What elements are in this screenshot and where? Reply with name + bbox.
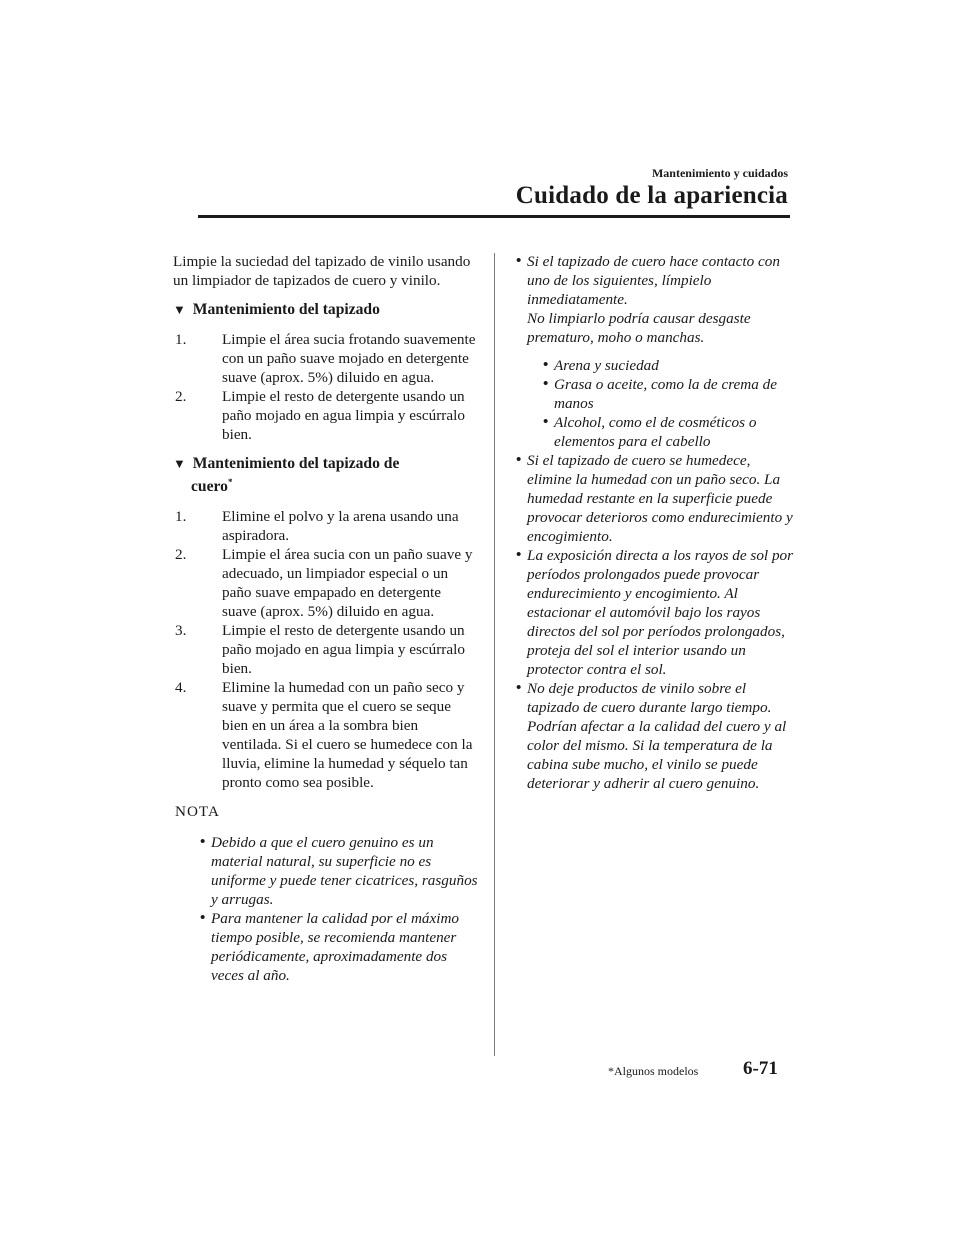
footnote-marker: * (227, 477, 233, 487)
note-item (196, 909, 478, 985)
footnote-text: *Algunos modelos (608, 1064, 699, 1078)
note-item (512, 252, 794, 451)
note-text: Para mantener la calidad por el máximo tiempo posible, se recomienda mantener periódicamente, aproximadamente dos veces al año. (211, 910, 460, 985)
note-item (512, 679, 794, 793)
note-text: No limpiarlo podría causar desgaste prematuro, moho o manchas. (527, 310, 751, 346)
note-text: La exposición directa a los rayos de sol por períodos prolongados puede provocar endurecimiento y encogimiento. Al estacionar el automóvil bajo los rayos directos del sol por períodos prolongados, proteja del sol el interior usando un protector contra el sol. (527, 547, 794, 678)
bullet-icon: • (543, 356, 549, 373)
leather-steps (173, 507, 478, 792)
step-item (173, 678, 478, 792)
right-column (512, 252, 794, 793)
bullet-icon: • (200, 833, 206, 851)
step-item (173, 330, 478, 387)
step-item (173, 507, 478, 545)
step-text: Limpie el área sucia con un paño suave y adecuado, un limpiador especial o un paño suave empapado en detergente suave (aprox. 5%) diluido en agua. (222, 546, 473, 621)
bullet-icon: • (200, 909, 206, 927)
bullet-icon: • (543, 413, 549, 430)
sub-item (539, 413, 794, 451)
sub-list (527, 356, 794, 451)
column-divider (494, 253, 495, 1056)
step-number: 3. (175, 622, 187, 640)
step-text: Limpie el resto de detergente usando un paño mojado en agua limpia y escúrralo bien. (222, 388, 465, 443)
step-number: 1. (175, 331, 187, 348)
note-item (196, 833, 478, 909)
section-heading-upholstery (173, 300, 478, 319)
step-number: 1. (175, 508, 187, 526)
note-item (512, 451, 794, 546)
sub-item-text: Grasa o aceite, como la de crema de manos (554, 376, 777, 412)
heading-text: Mantenimiento del tapizado (192, 301, 380, 318)
page-number: 6-71 (743, 1058, 778, 1079)
note-text: Debido a que el cuero genuino es un material natural, su superficie no es uniforme y puede tener cicatrices, rasguños y arrugas. (211, 834, 478, 909)
sub-item-text: Alcohol, como el de cosméticos o elementos para el cabello (554, 414, 757, 450)
step-text: Limpie el resto de detergente usando un paño mojado en agua limpia y escúrralo bien. (222, 622, 465, 678)
triangle-marker-icon: ▼ (173, 456, 186, 471)
sub-item-text: Arena y suciedad (554, 357, 659, 374)
note-item (512, 546, 794, 679)
note-text: Si el tapizado de cuero se humedece, elimine la humedad con un paño seco. La humedad restante en la superficie puede provocar deterioros como endurecimiento y encogimiento. (527, 452, 793, 545)
section-heading-leather (173, 454, 478, 496)
bullet-icon: • (516, 546, 522, 563)
step-number: 2. (175, 546, 187, 564)
step-item (173, 621, 478, 678)
step-text: Limpie el área sucia frotando suavemente con un paño suave mojado en detergente suave (aprox. 5%) diluido en agua. (222, 331, 476, 386)
triangle-marker-icon: ▼ (173, 302, 186, 317)
header-rule (198, 215, 790, 218)
note-text: No deje productos de vinilo sobre el tapizado de cuero durante largo tiempo. Podrían afectar a la calidad del cuero y al color del mismo. Si la temperatura de la cabina sube mucho, el vinilo se puede deteriorar y adherir al cuero genuino. (527, 680, 787, 792)
step-number: 2. (175, 388, 187, 405)
note-label: NOTA (175, 803, 220, 821)
note-list (173, 833, 478, 985)
step-item (173, 387, 478, 444)
upholstery-steps (173, 330, 478, 444)
step-text: Elimine la humedad con un paño seco y suave y permita que el cuero se seque bien en un área a la sombra bien ventilada. Si el cuero se humedece con la lluvia, elimine la humedad y séquelo tan pronto como sea posible. (222, 679, 473, 792)
page-title: Cuidado de la apariencia (515, 182, 788, 209)
left-column (173, 252, 478, 985)
sub-item (539, 356, 794, 375)
step-number: 4. (175, 679, 187, 697)
intro-paragraph: Limpie la suciedad del tapizado de vinilo usando un limpiador de tapizados de cuero y vinilo. (173, 253, 471, 289)
note-text: Si el tapizado de cuero hace contacto con uno de los siguientes, límpielo inmediatamente. (527, 253, 780, 308)
sub-item (539, 375, 794, 413)
heading-text-continued (173, 473, 478, 496)
section-label: Mantenimiento y cuidados (651, 166, 788, 180)
bullet-icon: • (543, 375, 549, 392)
heading-word: cuero (191, 478, 228, 496)
note-list-continued (512, 252, 794, 793)
heading-text: Mantenimiento del tapizado de (192, 455, 400, 472)
bullet-icon: • (516, 451, 522, 468)
step-item (173, 545, 478, 621)
bullet-icon: • (516, 679, 522, 696)
bullet-icon: • (516, 252, 522, 269)
step-text: Elimine el polvo y la arena usando una aspiradora. (222, 508, 459, 545)
